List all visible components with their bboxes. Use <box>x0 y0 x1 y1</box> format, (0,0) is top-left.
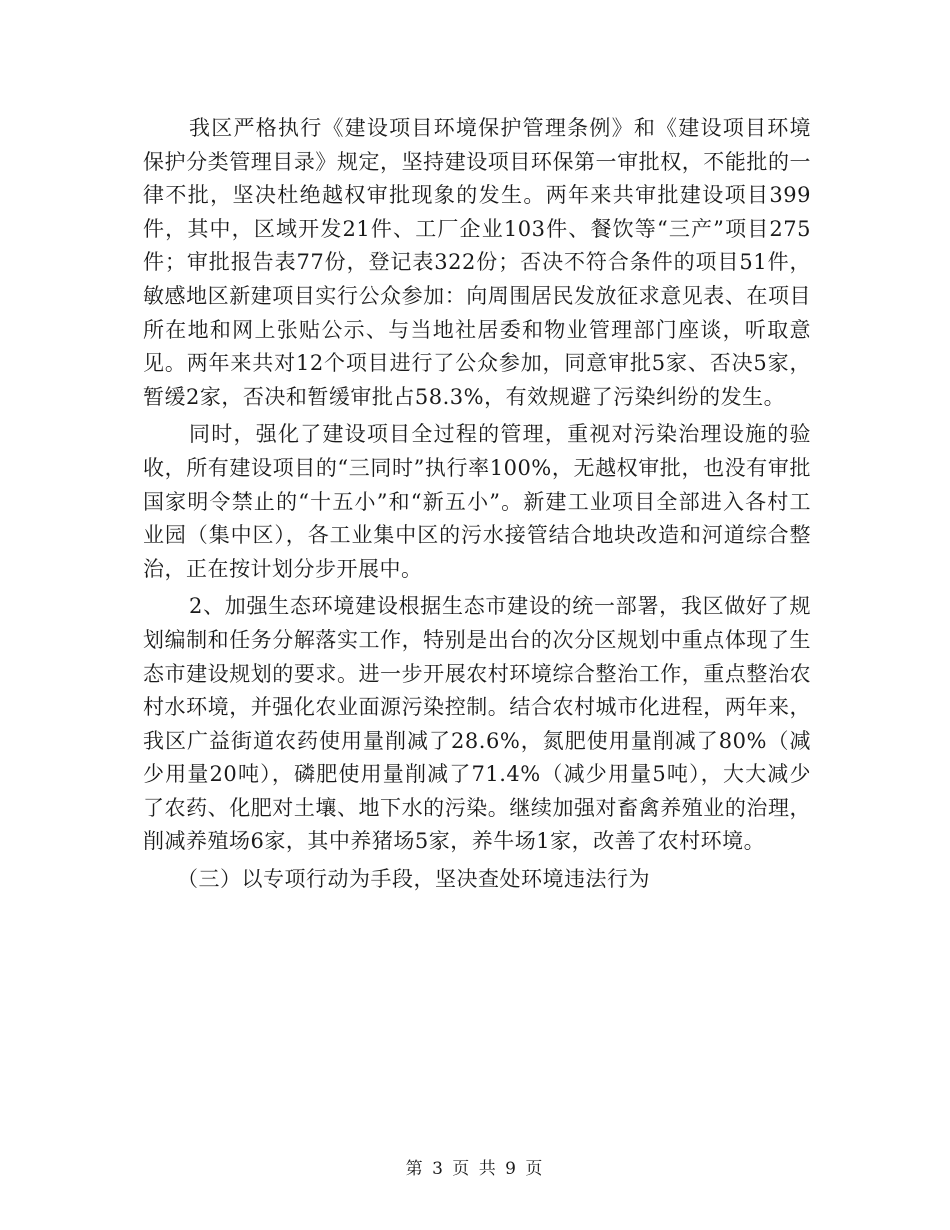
page-footer: 第 3 页 共 9 页 <box>405 1159 545 1179</box>
paragraph-approval: 我区严格执行《建设项目环境保护管理条例》和《建设项目环境保护分类管理目录》规定，坚持建设项目环保第一审批权，不能批的一律不批，坚决杜绝越权审批现象的发生。两年来共审批建设项目399件，其中，区域开发21件、工厂企业103件、餐饮等“三产”项目275件；审批报告表77份，登记表322份；否决不符合条件的项目51件，敏感地区新建项目实行公众参加：向周围居民发放征求意见表、在项目所在地和网上张贴公示、与当地社居委和物业管理部门座谈，听取意见。两年来共对12个项目进行了公众参加，同意审批5家、否决5家，暂缓2家，否决和暂缓审批占58.3%，有效规避了污染纠纷的发生。 <box>143 116 811 409</box>
paragraph-management: 同时，强化了建设项目全过程的管理，重视对污染治理设施的验收，所有建设项目的“三同时”执行率100%，无越权审批，也没有审批国家明令禁止的“十五小”和“新五小”。新建工业项目全部进入各村工业园（集中区），各工业集中区的污水接管结合地块改造和河道综合整治，正在按计划分步开展中。 <box>143 422 811 581</box>
paragraph-ecology: 2、加强生态环境建设根据生态市建设的统一部署，我区做好了规划编制和任务分解落实工作，特别是出台的次分区规划中重点体现了生态市建设规划的要求。进一步开展农村环境综合整治工作，重点整治农村水环境，并强化农业面源污染控制。结合农村城市化进程，两年来，我区广益街道农药使用量削减了28.6%，氮肥使用量削减了80%（减少用量20吨），磷肥使用量削减了71.4%（减少用量5吨），大大减少了农药、化肥对土壤、地下水的污染。继续加强对畜禽养殖业的治理，削减养殖场6家，其中养猪场5家，养牛场1家，改善了农村环境。 <box>143 594 811 854</box>
document-body <box>143 112 811 897</box>
section-heading: （三）以专项行动为手段，坚决查处环境违法行为 <box>177 867 650 892</box>
